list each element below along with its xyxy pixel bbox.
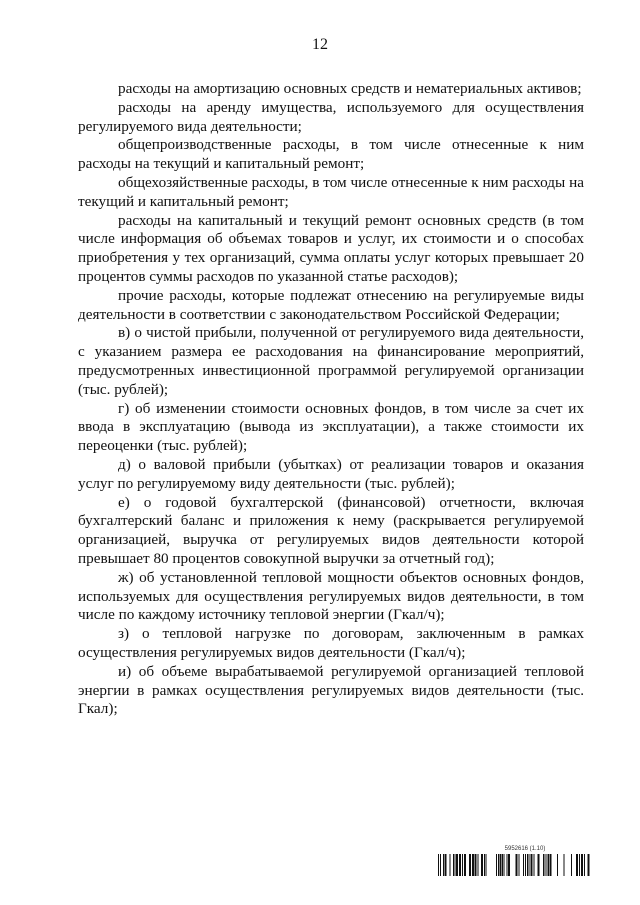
paragraph: ж) об установленной тепловой мощности объектов основных фондов, используемых для осуществления регулируемых видов деятельности, в том числе по каждому источнику тепловой энергии (Гкал/ч); — [78, 568, 584, 624]
paragraph: г) об изменении стоимости основных фондов, в том числе за счет их ввода в эксплуатацию (вывода из эксплуатации), а также стоимости их переоценки (тыс. рублей); — [78, 399, 584, 455]
paragraph: е) о годовой бухгалтерской (финансовой) отчетности, включая бухгалтерский баланс и приложения к нему (раскрывается регулируемой организацией, выручка от регулируемых видов деятельности которой превышает 80 процентов совокупной выручки за отчетный год); — [78, 493, 584, 567]
paragraph: з) о тепловой нагрузке по договорам, заключенным в рамках осуществления регулируемых видов деятельности (Гкал/ч); — [78, 625, 584, 661]
barcode-image — [438, 854, 590, 876]
paragraph: д) о валовой прибыли (убытках) от реализации товаров и оказания услуг по регулируемому виду деятельности (тыс. рублей); — [78, 455, 584, 492]
paragraph: расходы на аренду имущества, используемого для осуществления регулируемого вида деятельности; — [78, 98, 584, 135]
paragraph: расходы на капитальный и текущий ремонт основных средств (в том числе информация об объемах товаров и услуг, их стоимости и о способах приобретения у тех организаций, сумма оплаты услуг которых превышает 20 процентов суммы расходов по указанной статье расходов); — [78, 211, 584, 285]
paragraph: и) об объеме вырабатываемой регулируемой организацией тепловой энергии в рамках осуществления регулируемых видов деятельности (тыс. Гкал); — [78, 662, 584, 718]
paragraph: расходы на амортизацию основных средств и нематериальных активов; — [118, 80, 582, 97]
paragraph: в) о чистой прибыли, полученной от регулируемого вида деятельности, с указанием размера ее расходования на финансирование мероприятий, предусмотренных инвестиционной программой регулируемой организации (тыс. рублей); — [78, 324, 584, 398]
document-code: 5952616 (1.10) — [504, 846, 546, 852]
document-body — [78, 80, 584, 719]
page-number: 12 — [312, 36, 328, 53]
paragraph: общепроизводственные расходы, в том числе отнесенные к ним расходы на текущий и капитальный ремонт; — [78, 136, 584, 173]
paragraph: прочие расходы, которые подлежат отнесению на регулируемые виды деятельности в соответствии с законодательством Российской Федерации; — [78, 286, 584, 323]
paragraph: общехозяйственные расходы, в том числе отнесенные к ним расходы на текущий и капитальный ремонт; — [78, 173, 584, 210]
